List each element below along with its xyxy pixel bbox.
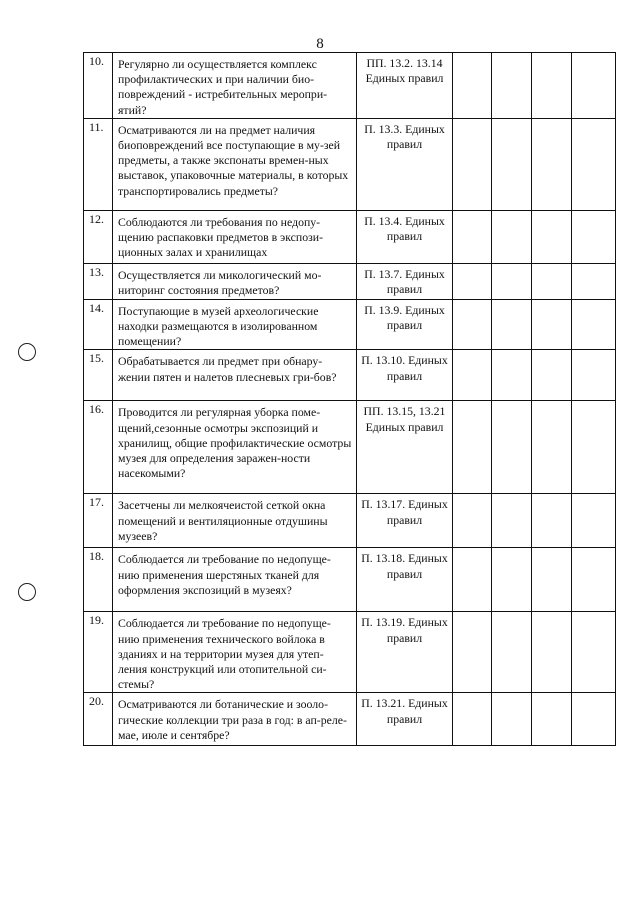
table-row xyxy=(84,401,616,494)
answer-cell[interactable] xyxy=(532,548,572,612)
answer-cell[interactable] xyxy=(492,350,532,401)
answer-cell[interactable] xyxy=(572,693,616,746)
table-row xyxy=(84,299,616,350)
answer-cell[interactable] xyxy=(572,350,616,401)
answer-cell[interactable] xyxy=(532,612,572,693)
answer-cell[interactable] xyxy=(453,299,492,350)
row-number: 13. xyxy=(84,263,113,299)
answer-cell[interactable] xyxy=(453,548,492,612)
row-number: 20. xyxy=(84,693,113,746)
table-row xyxy=(84,263,616,299)
table-row xyxy=(84,118,616,210)
answer-cell[interactable] xyxy=(532,118,572,210)
answer-cell[interactable] xyxy=(532,350,572,401)
rule-reference: П. 13.4. Единых правил xyxy=(357,210,453,263)
answer-cell[interactable] xyxy=(492,263,532,299)
answer-cell[interactable] xyxy=(492,53,532,119)
rule-reference: П. 13.17. Единых правил xyxy=(357,494,453,548)
answer-cell[interactable] xyxy=(572,401,616,494)
table-row xyxy=(84,53,616,119)
rule-reference: П. 13.18. Единых правил xyxy=(357,548,453,612)
row-number: 10. xyxy=(84,53,113,119)
answer-cell[interactable] xyxy=(532,53,572,119)
answer-cell[interactable] xyxy=(492,693,532,746)
row-number: 12. xyxy=(84,210,113,263)
question-text: Регулярно ли осуществляется комплекс профилактических и при наличии био-повреждений - истребительных меропри-ятий? xyxy=(113,53,357,119)
row-number: 17. xyxy=(84,494,113,548)
question-text: Проводится ли регулярная уборка поме-щений,сезонные осмотры экспозиций и хранилищ, общие профилактические осмотры музея для определения заражен-ности насекомыми? xyxy=(113,401,357,494)
answer-cell[interactable] xyxy=(492,210,532,263)
rule-reference: ПП. 13.2. 13.14 Единых правил xyxy=(357,53,453,119)
page-number: 8 xyxy=(316,36,324,52)
question-text: Засетчены ли мелкоячеистой сеткой окна помещений и вентиляционные отдушины музеев? xyxy=(113,494,357,548)
answer-cell[interactable] xyxy=(453,118,492,210)
answer-cell[interactable] xyxy=(453,53,492,119)
answer-cell[interactable] xyxy=(572,263,616,299)
rule-reference: П. 13.10. Единых правил xyxy=(357,350,453,401)
answer-cell[interactable] xyxy=(532,210,572,263)
answer-cell[interactable] xyxy=(453,350,492,401)
answer-cell[interactable] xyxy=(532,494,572,548)
answer-cell[interactable] xyxy=(492,548,532,612)
answer-cell[interactable] xyxy=(453,401,492,494)
answer-cell[interactable] xyxy=(492,612,532,693)
rule-reference: П. 13.3. Единых правил xyxy=(357,118,453,210)
binder-hole-icon xyxy=(18,343,36,361)
table-row xyxy=(84,210,616,263)
question-text: Обрабатывается ли предмет при обнару-жении пятен и налетов плесневых гри-бов? xyxy=(113,350,357,401)
question-text: Осматриваются ли ботанические и зооло-гические коллекции три раза в год: в ап-реле-мае, июле и сентябре? xyxy=(113,693,357,746)
answer-cell[interactable] xyxy=(453,494,492,548)
answer-cell[interactable] xyxy=(572,210,616,263)
table-row xyxy=(84,612,616,693)
row-number: 11. xyxy=(84,118,113,210)
answer-cell[interactable] xyxy=(453,693,492,746)
answer-cell[interactable] xyxy=(492,401,532,494)
answer-cell[interactable] xyxy=(532,263,572,299)
rule-reference: П. 13.9. Единых правил xyxy=(357,299,453,350)
answer-cell[interactable] xyxy=(572,299,616,350)
question-text: Осматриваются ли на предмет наличия биоповреждений все поступающие в му-зей предметы, а также экспонаты времен-ных выставок, упаковочные материалы, в которых транспортировались предметы? xyxy=(113,118,357,210)
checklist-table xyxy=(83,52,616,746)
row-number: 19. xyxy=(84,612,113,693)
rule-reference: ПП. 13.15, 13.21 Единых правил xyxy=(357,401,453,494)
question-text: Поступающие в музей археологические находки размещаются в изолированном помещении? xyxy=(113,299,357,350)
answer-cell[interactable] xyxy=(572,53,616,119)
answer-cell[interactable] xyxy=(572,612,616,693)
row-number: 16. xyxy=(84,401,113,494)
answer-cell[interactable] xyxy=(453,612,492,693)
answer-cell[interactable] xyxy=(572,548,616,612)
rule-reference: П. 13.7. Единых правил xyxy=(357,263,453,299)
answer-cell[interactable] xyxy=(572,118,616,210)
rule-reference: П. 13.21. Единых правил xyxy=(357,693,453,746)
answer-cell[interactable] xyxy=(532,401,572,494)
row-number: 18. xyxy=(84,548,113,612)
table-row xyxy=(84,693,616,746)
rule-reference: П. 13.19. Единых правил xyxy=(357,612,453,693)
answer-cell[interactable] xyxy=(453,210,492,263)
answer-cell[interactable] xyxy=(492,299,532,350)
question-text: Осуществляется ли микологический мо-ниторинг состояния предметов? xyxy=(113,263,357,299)
answer-cell[interactable] xyxy=(532,299,572,350)
question-text: Соблюдается ли требование по недопуще-нию применения шерстяных тканей для оформления экспозиций в музеях? xyxy=(113,548,357,612)
answer-cell[interactable] xyxy=(453,263,492,299)
binder-hole-icon xyxy=(18,583,36,601)
answer-cell[interactable] xyxy=(492,494,532,548)
answer-cell[interactable] xyxy=(492,118,532,210)
question-text: Соблюдается ли требование по недопуще-нию применения технического войлока в зданиях и на территории музея для утеп-ления конструкций или отопительной си-стемы? xyxy=(113,612,357,693)
table-row xyxy=(84,350,616,401)
answer-cell[interactable] xyxy=(572,494,616,548)
table-row xyxy=(84,494,616,548)
row-number: 14. xyxy=(84,299,113,350)
answer-cell[interactable] xyxy=(532,693,572,746)
question-text: Соблюдаются ли требования по недопу-щению распаковки предметов в экспози-ционных залах и хранилищах xyxy=(113,210,357,263)
table-row xyxy=(84,548,616,612)
row-number: 15. xyxy=(84,350,113,401)
